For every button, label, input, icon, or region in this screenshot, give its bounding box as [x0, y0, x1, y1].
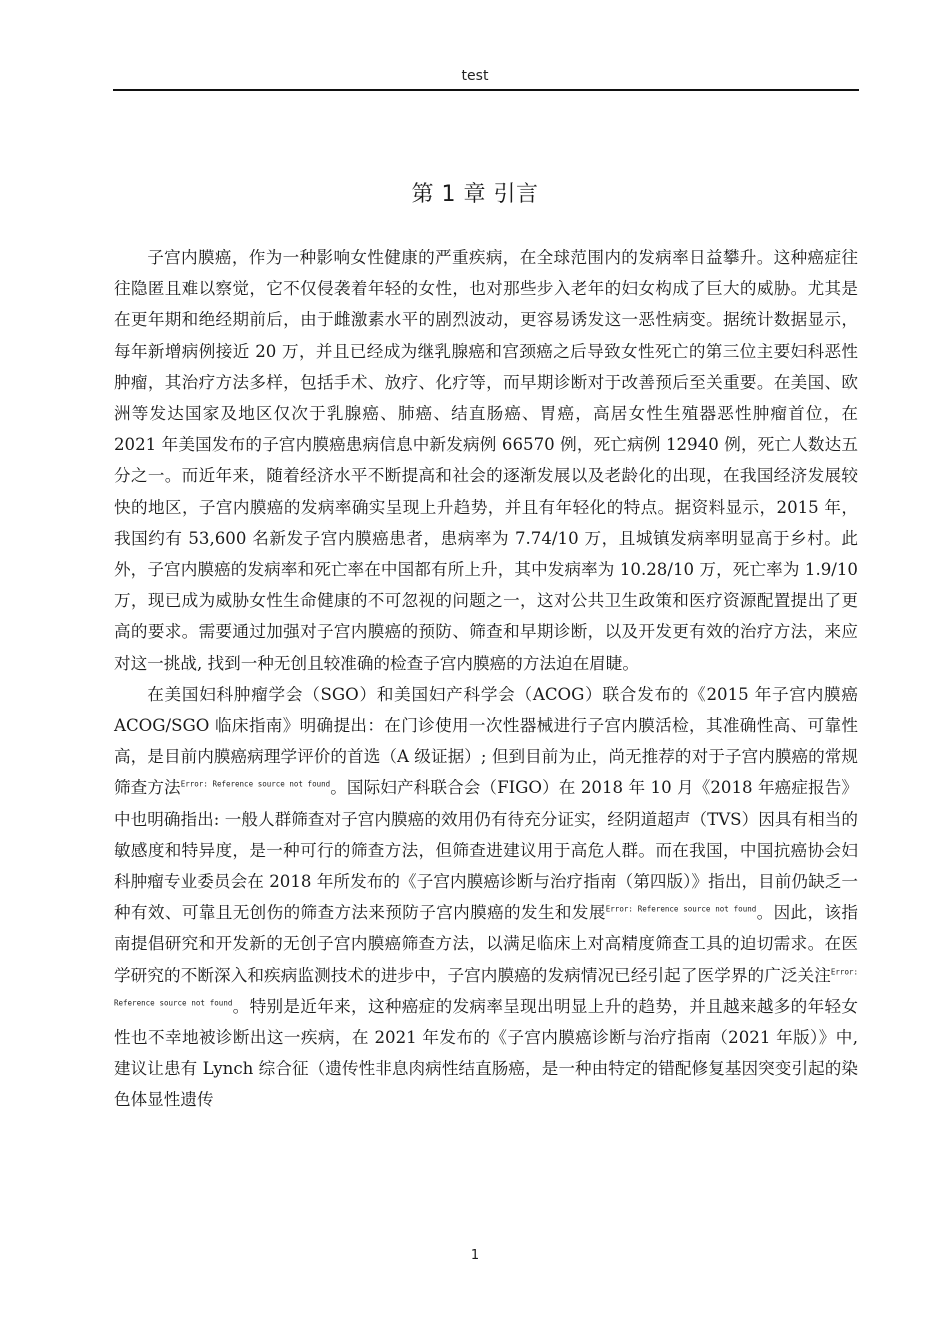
text-segment: 子宫内膜癌，作为一种影响女性健康的严重疾病，在全球范围内的发病率日益攀升。这种癌症往往隐匿且难以察觉，它不仅侵袭着年轻的女性，也对那些步入老年的妇女构成了巨大的威胁。尤其是在更年期和绝经期前后，由于雌激素水平的剧烈波动，更容易诱发这一恶性病变。据统计数据显示，每年新增病例接近 20 万，并且已经成为继乳腺癌和宫颈癌之后导致女性死亡的第三位主要妇科恶性肿瘤，其治疗方法多样，包括手术、放疗、化疗等，而早期诊断对于改善预后至关重要。在美国、欧洲等发达国家及地区仅次于乳腺癌、肺癌、结直肠癌、胃癌，高居女性生殖器恶性肿瘤首位，在 2021 年美国发布的子宫内膜癌患病信息中新发病例 66570 例，死亡病例 12940 例，死亡人数达五分之一。而近年来，随着经济水平不断提高和社会的逐渐发展以及老龄化的出现，在我国经济发展较快的地区，子宫内膜癌的发病率确实呈现上升趋势，并且有年轻化的特点。据资料显示，2015 年，我国约有 53,600 名新发子宫内膜癌患者，患病率为 7.74/10 万，且城镇发病率明显高于乡村。此外，子宫内膜癌的发病率和死亡率在中国都有所上升，其中发病率为 10.28/10 万，死亡率为 1.9/10 万，现已成为威胁女性生命健康的不可忽视的问题之一，这对公共卫生政策和医疗资源配置提出了更高的要求。需要通过加强对子宫内膜癌的预防、筛查和早期诊断，以及开发更有效的治疗方法，来应对这一挑战, 找到一种无创且较准确的检查子宫内膜癌的方法迫在眉睫。 — [114, 248, 858, 673]
text-segment: 。因此，该指南提倡研究和开发新的无创子宫内膜癌筛查方法，以满足临床上对高精度筛查工具的迫切需求。在医学研究的不断深入和疾病监测技术的进步中，子宫内膜癌的发病情况已经引起了医学界的广泛关注 — [114, 903, 858, 985]
page-number: 1 — [470, 1248, 480, 1263]
chapter-title: 第 1 章 引言 — [411, 182, 539, 207]
reference-error-marker: Error: Reference source not found — [114, 967, 858, 1008]
reference-error-marker: Error: Reference source not found — [180, 779, 331, 789]
header-rule — [113, 89, 859, 91]
paragraph-1 — [114, 242, 858, 679]
page-header: test — [461, 68, 489, 84]
text-segment: 。国际妇产科联合会（FIGO）在 2018 年 10 月《2018 年癌症报告》中也明确指出: 一般人群筛查对子宫内膜癌的效用仍有待充分证实，经阴道超声（TVS）因具有相当的敏感度和特异度，是一种可行的筛查方法，但筛查进建议用于高危人群。而在我国，中国抗癌协会妇科肿瘤专业委员会在 2018 年所发布的《子宫内膜癌诊断与治疗指南（第四版）》指出，目前仍缺乏一种有效、可靠且无创伤的筛查方法来预防子宫内膜癌的发生和发展 — [114, 778, 859, 923]
reference-error-marker: Error: Reference source not found — [605, 904, 757, 914]
text-segment: 在美国妇科肿瘤学会（SGO）和美国妇产科学会（ACOG）联合发布的《2015 年子宫内膜癌 ACOG/SGO 临床指南》明确提出：在门诊使用一次性器械进行子宫内膜活检，其准确性高、可靠性高，是目前内膜癌病理学评价的首选（A 级证据）; 但到目前为止，尚无推荐的对于子宫内膜癌的常规筛查方法 — [114, 684, 858, 798]
paragraph-2 — [114, 679, 858, 1116]
text-segment: 。特别是近年来，这种癌症的发病率呈现出明显上升的趋势，并且越来越多的年轻女性也不幸地被诊断出这一疾病，在 2021 年发布的《子宫内膜癌诊断与治疗指南（2021 年版）》中, 建议让患有 Lynch 综合征（遗传性非息肉病性结直肠癌，是一种由特定的错配修复基因突变引起的染色体显性遗传 — [114, 996, 859, 1110]
body-text — [114, 242, 858, 1116]
